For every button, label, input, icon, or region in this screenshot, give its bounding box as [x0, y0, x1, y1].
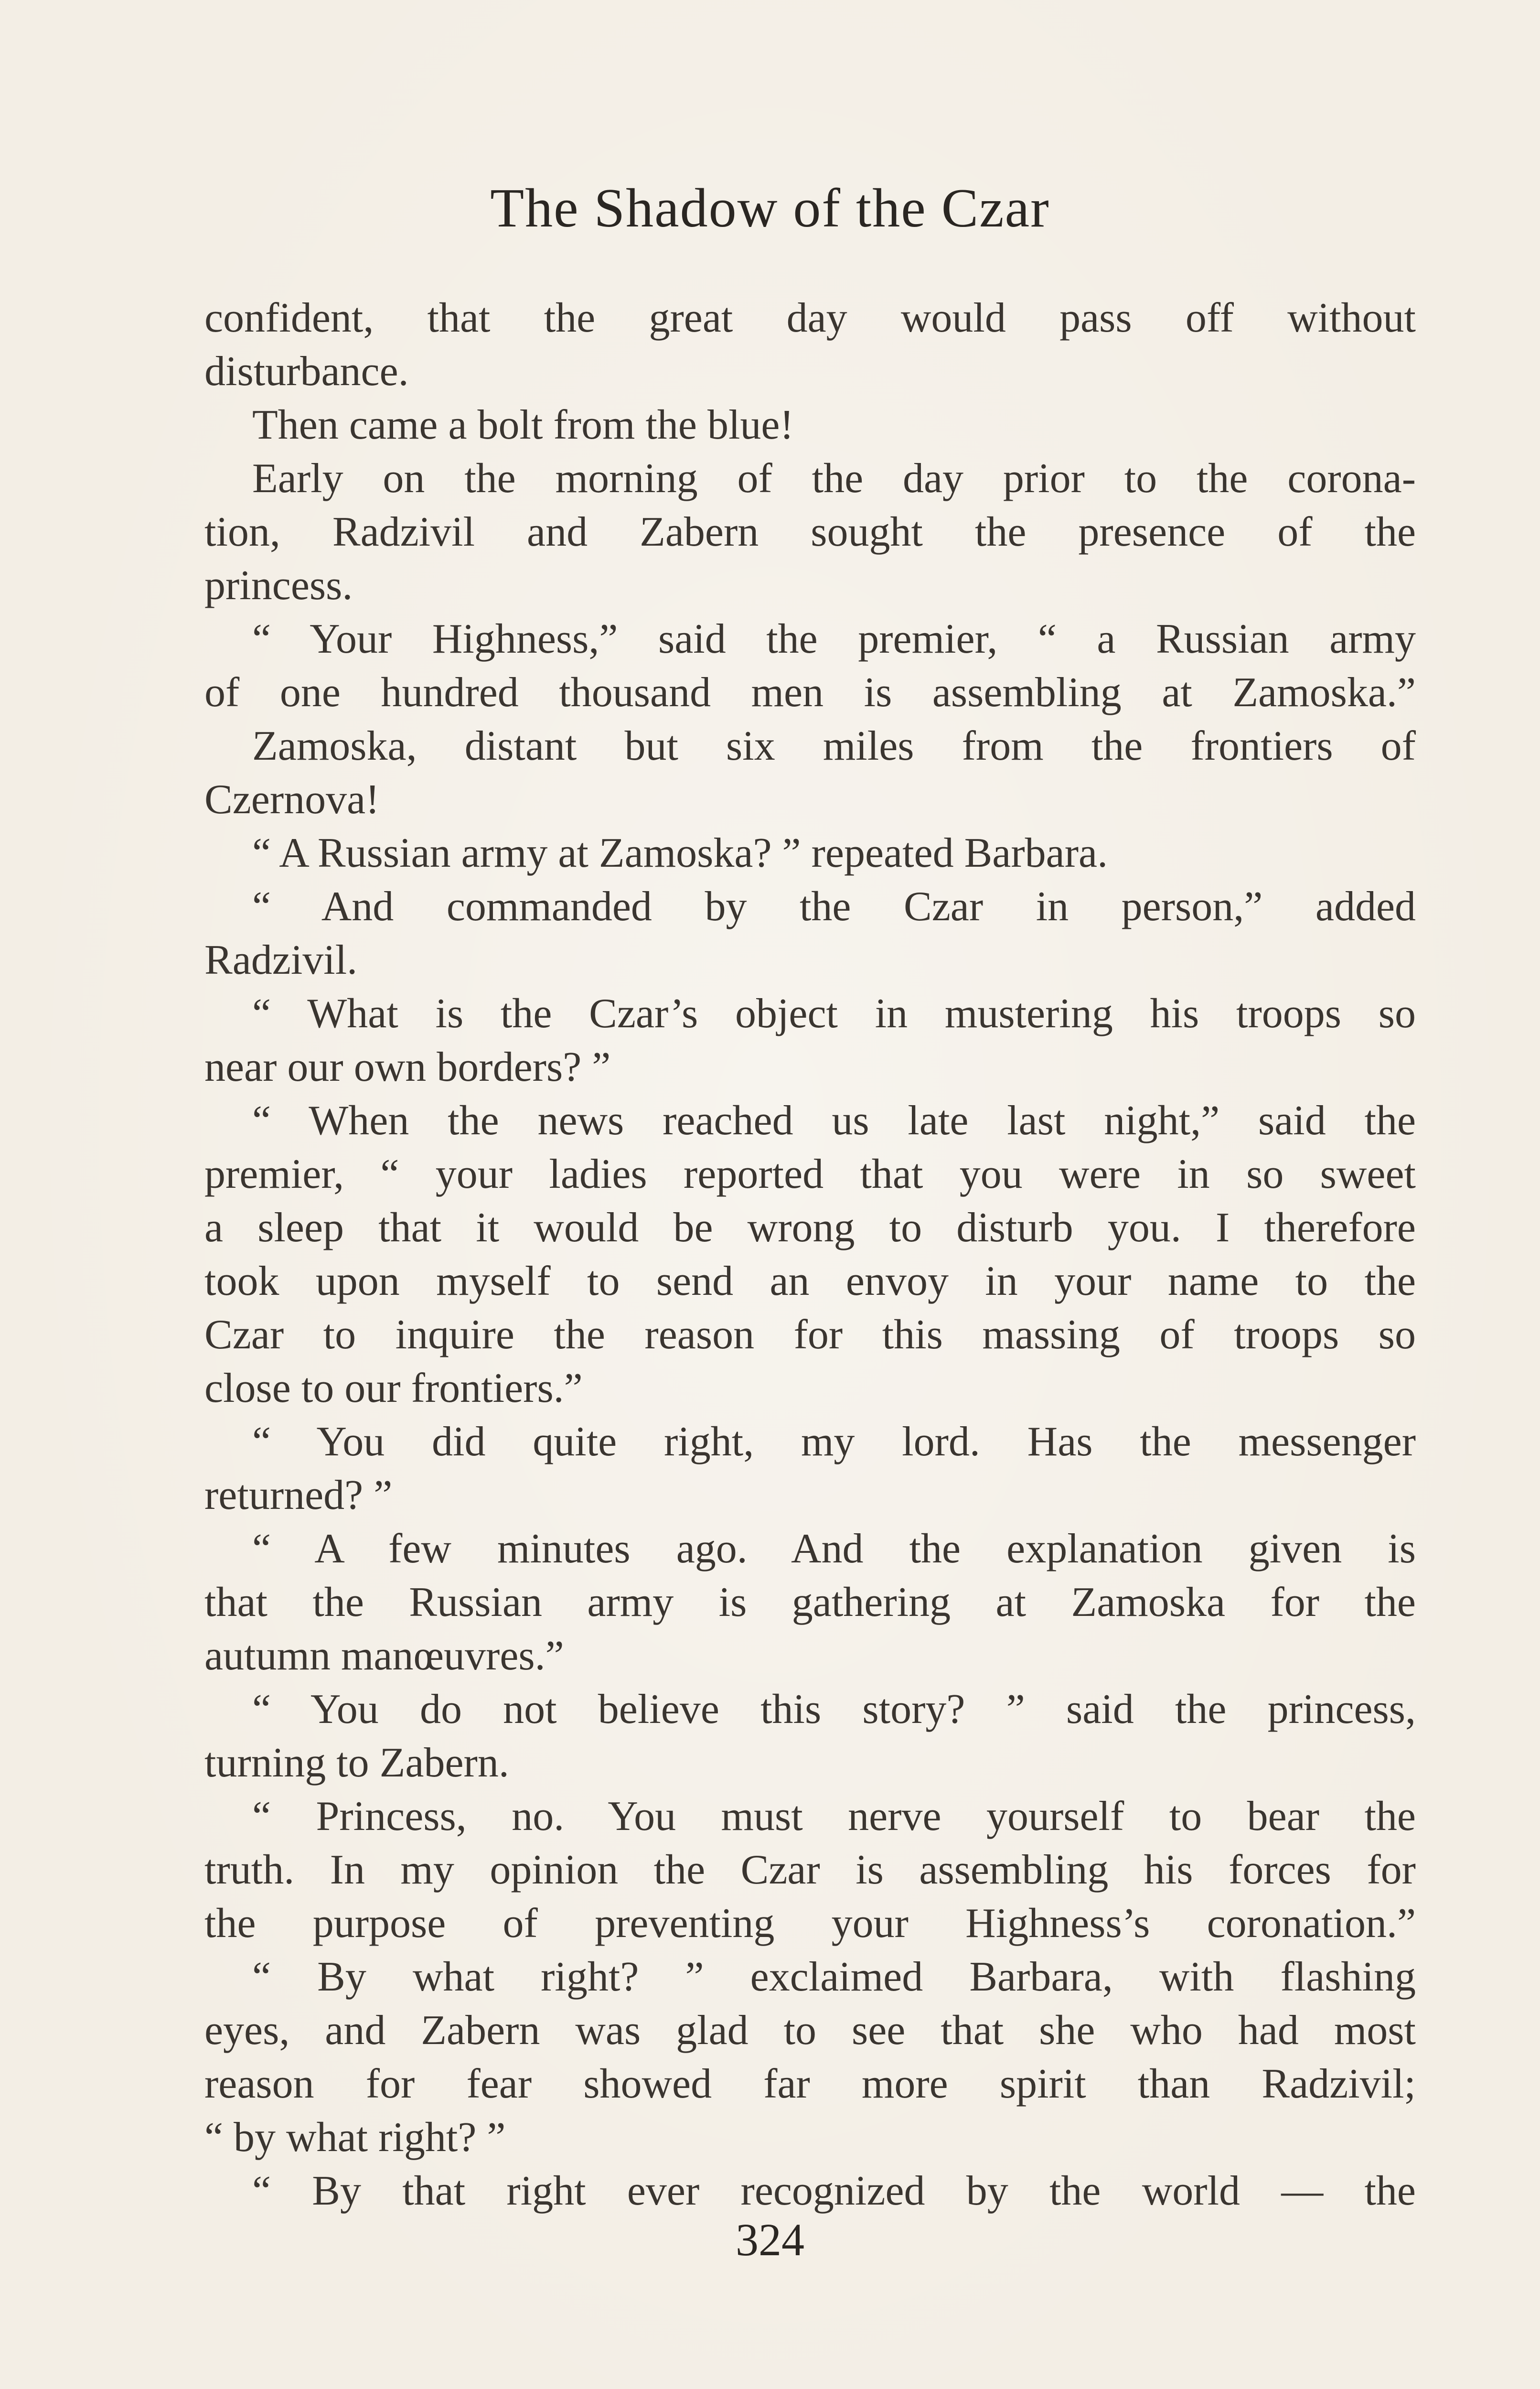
text-line: close to our frontiers.”: [204, 1365, 583, 1411]
text-line: “ By that right ever recognized by the world — the: [252, 2168, 1416, 2214]
text-line: Early on the morning of the day prior to the corona-: [252, 455, 1416, 502]
text-line: returned? ”: [204, 1472, 393, 1518]
text-line: “ What is the Czar’s object in mustering his troops so: [252, 990, 1416, 1037]
text-line: disturbance.: [204, 348, 409, 395]
text-line: truth. In my opinion the Czar is assembling his forces for: [204, 1847, 1416, 1893]
text-line: “ Princess, no. You must nerve yourself to bear the: [252, 1793, 1416, 1840]
text-line: Czar to inquire the reason for this massing of troops so: [204, 1312, 1416, 1358]
text-line: reason for fear showed far more spirit than Radzivil;: [204, 2061, 1416, 2107]
text-line: Radzivil.: [204, 937, 358, 983]
text-line: a sleep that it would be wrong to disturb you. I therefore: [204, 1205, 1416, 1251]
text-line: took upon myself to send an envoy in your name to the: [204, 1258, 1416, 1304]
text-line: princess.: [204, 562, 353, 609]
text-line: confident, that the great day would pass off without: [204, 295, 1416, 341]
text-line: “ When the news reached us late last night,” said the: [252, 1098, 1416, 1144]
text-line: “ By what right? ” exclaimed Barbara, with flashing: [252, 1954, 1416, 2000]
text-line: “ by what right? ”: [204, 2114, 506, 2161]
text-line: “ A few minutes ago. And the explanation given is: [252, 1526, 1416, 1572]
text-line: “ A Russian army at Zamoska? ” repeated Barbara.: [252, 830, 1108, 876]
text-line: turning to Zabern.: [204, 1740, 509, 1786]
body-text: [204, 291, 1416, 2218]
text-line: eyes, and Zabern was glad to see that she who had most: [204, 2007, 1416, 2054]
text-line: of one hundred thousand men is assembling at Zamoska.”: [204, 669, 1416, 716]
text-line: “ You did quite right, my lord. Has the messenger: [252, 1419, 1416, 1465]
running-head: The Shadow of the Czar: [490, 178, 1050, 239]
text-line: autumn manœuvres.”: [204, 1633, 564, 1679]
page-number: 324: [736, 2214, 804, 2265]
text-line: “ You do not believe this story? ” said the princess,: [252, 1686, 1416, 1733]
text-line: premier, “ your ladies reported that you were in so sweet: [204, 1151, 1416, 1197]
text-line: Czernova!: [204, 776, 380, 823]
text-line: that the Russian army is gathering at Zamoska for the: [204, 1579, 1416, 1625]
text-line: “ Your Highness,” said the premier, “ a Russian army: [252, 616, 1416, 662]
text-line: near our own borders? ”: [204, 1044, 611, 1090]
text-line: “ And commanded by the Czar in person,” added: [252, 883, 1416, 930]
text-line: the purpose of preventing your Highness’s coronation.”: [204, 1900, 1416, 1947]
text-line: Zamoska, distant but six miles from the frontiers of: [252, 723, 1416, 769]
text-line: Then came a bolt from the blue!: [252, 402, 794, 448]
text-line: tion, Radzivil and Zabern sought the presence of the: [204, 509, 1416, 555]
